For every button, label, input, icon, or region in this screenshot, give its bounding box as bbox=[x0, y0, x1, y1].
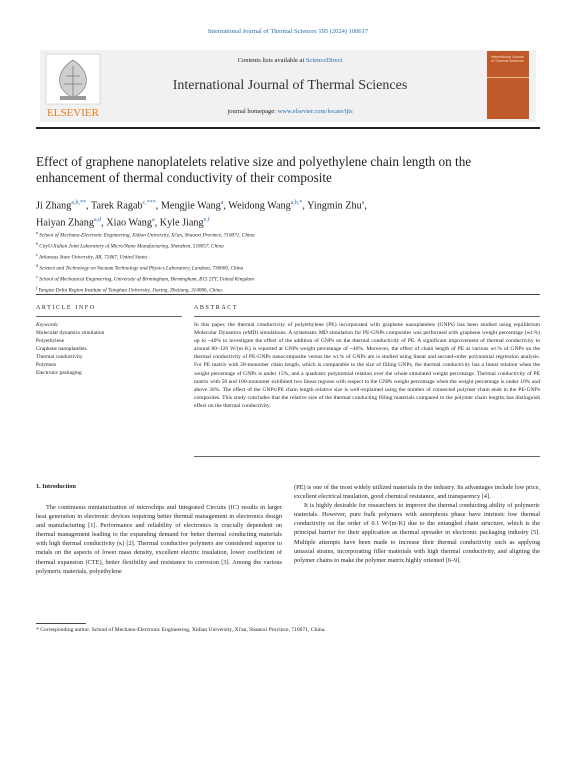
affiliation-marker: c bbox=[36, 251, 38, 257]
introduction-column-right bbox=[294, 483, 540, 565]
footnote-divider bbox=[36, 623, 86, 624]
cover-title: International Journal of Thermal Sciences bbox=[491, 55, 524, 64]
paragraph: The continuous miniaturization of microchips and Integrated Circuits (IC) results in larger heat generation in electronic devices requiring better thermal management in electronics design and manufacturing [1]. Performance and reliability of electronics is crucially dependent on thermal management leading to the expanding demand for better thermal conducting materials with high thermal conductivity (κ) [2]. Thermal conductive polymers are considered superior to metals on the aspects of lower mass density, excellent electric insulation, lower coefficient of thermal expansion (CTE), better flexibility and resistance to corrosion [3]. Among the various polymeric materials, polyethylene bbox=[36, 504, 282, 575]
author-separator: , bbox=[223, 200, 229, 212]
keyword-item: Polymers bbox=[36, 362, 57, 368]
keyword-item: Molecular dynamics simulation bbox=[36, 330, 105, 336]
affiliation-marker: e bbox=[36, 273, 38, 279]
journal-homepage bbox=[110, 108, 470, 115]
affiliation-marker: f bbox=[36, 284, 38, 290]
affiliation-text: Science and Technology on Vacuum Technology and Physics Laboratory, Lanzhou, 730000, China bbox=[39, 265, 244, 272]
journal-title: International Journal of Thermal Sciences bbox=[172, 78, 408, 93]
keyword-item: Polyethylene bbox=[36, 338, 65, 344]
introduction-column-left bbox=[36, 503, 282, 576]
author-separator: , bbox=[154, 217, 160, 229]
article-title: Effect of graphene nanoplatelets relative size and polyethylene chain length on the enhancement of thermal conductivity of their composite bbox=[36, 154, 472, 185]
author-affiliation-marker[interactable]: a bbox=[220, 200, 224, 206]
author-name[interactable]: Yingmin Zhu bbox=[307, 200, 362, 212]
author-separator: , bbox=[302, 200, 308, 212]
publisher-name: ELSEVIER bbox=[47, 107, 99, 119]
paragraph: It is highly desirable for researchers to improve the thermal conducting ability of polymeric materials. However, pure bulk polymers with amorphous phase have intrinsic low thermal conductivity on the order of 0.1 W/(m·K) due to the entangled chain structure, which is the principal barrier for their application as thermal spreader in electronic packaging industry [5]. Multiple attempts have been made to increase their thermal conductivity such as applying uniaxial strains, incorporating filler materials with high thermal conductivity, and aligning the polymer chains to make the polymer matrix highly oriented [6–9]. bbox=[294, 502, 540, 564]
author-affiliation-marker[interactable]: a,b,* bbox=[290, 200, 303, 206]
affiliation-text: School of Mechano-Electronic Engineering, Xidian University, Xi'an, Shaanxi Province, 710071, China bbox=[39, 232, 255, 239]
author-separator: , bbox=[101, 217, 107, 229]
affiliation-item bbox=[36, 284, 536, 295]
sciencedirect-link[interactable]: ScienceDirect bbox=[305, 57, 343, 64]
abstract-bottom-divider bbox=[194, 456, 540, 457]
affiliation-item bbox=[36, 262, 536, 273]
affiliation-item bbox=[36, 229, 536, 240]
keyword-item: Electronic packaging bbox=[36, 370, 82, 376]
author-affiliation-marker[interactable]: a,d bbox=[94, 217, 102, 224]
affiliation-item bbox=[36, 240, 536, 251]
affiliation-marker: b bbox=[36, 240, 38, 246]
keywords-label: Keywords: bbox=[36, 322, 60, 328]
author-name[interactable]: Ji Zhang bbox=[36, 200, 72, 212]
author-affiliation-marker[interactable]: a bbox=[361, 200, 365, 206]
author-name[interactable]: Tarek Ragab bbox=[90, 200, 143, 212]
abstract-divider bbox=[194, 316, 540, 317]
contents-availability bbox=[110, 57, 470, 64]
paragraph: (PE) is one of the most widely utilized materials in the industry. Its advantages include low price, excellent electrical insulation, good chemical resistance, and transparency [4]. bbox=[294, 484, 540, 501]
article-info-divider bbox=[36, 316, 182, 317]
author-affiliation-marker[interactable]: c,*** bbox=[142, 200, 156, 206]
author-name[interactable]: Kyle Jiang bbox=[159, 217, 204, 229]
author-name[interactable]: Weidong Wang bbox=[228, 200, 291, 212]
author-affiliation-marker[interactable]: e,f bbox=[203, 217, 210, 224]
author-separator: , bbox=[364, 200, 367, 212]
affiliation-list bbox=[36, 229, 536, 295]
journal-cover-thumbnail[interactable] bbox=[487, 51, 529, 119]
homepage-link[interactable]: www.elsevier.com/locate/ijts bbox=[277, 108, 353, 115]
author-separator: , bbox=[155, 200, 161, 212]
abstract-heading: ABSTRACT bbox=[194, 305, 239, 311]
header-rule bbox=[36, 127, 540, 129]
corresponding-author-footnote: * Corresponding author. School of Mechano-Electronic Engineering, Xidian University, Xi'an, Shaanxi Province, 710071, China. bbox=[36, 627, 326, 633]
affiliation-text: Arkansas State University, AR, 72467, United States bbox=[38, 254, 148, 261]
author-list bbox=[36, 196, 536, 231]
keywords-block bbox=[36, 321, 182, 377]
keyword-item: Thermal conductivity bbox=[36, 354, 83, 360]
author-affiliation-marker[interactable]: a bbox=[151, 217, 155, 224]
elsevier-logo bbox=[40, 52, 106, 122]
abstract-text: In this paper, the thermal conductivity of polyethylene (PE) incorporated with graphene nanoplatelets (GNPs) has been studied using equilibrium Molecular Dynamics (eMD) simulations. A systematic MD simulation for PE-GNPs composites was performed with graphene weight percentage (wt.%) up to ~40% to investigate the effect of the addition of GNPs on the thermal conductivity of PE. A significant improvement of thermal conductivity to around 80–120 W/(m·K) is reported at GNPs weight percentage of ~40%. Moreover, the effect of chain length of PE at various wt.% of GNPs on the thermal conductivity of PE-GNPs nanocomposite versus the wt.% of GNPs are is studied using linear and second-order polynomial regression analysis. For PE matrix with 20-monomer chain length, which is comparable to the size of filling GNPs, the thermal conductivity has a linear relation when the weight percentage of GNPs is under 15%, and a quadratic polynomial relation over the whole simulated weight percentage. Thermal conductivity of PE matrix with 50 and 100-monomer exhibited two linear regions with respect to the GNPs weight percentage when the weight percentage is under 10% and above 30%. The effect of the GNPs/PE chain length relative size is well-explained using the number of connected polymer chain ends in the PE-GNPs composites. This study concludes that the relative size of the thermal conducting filling materials compared to the polymer chain lengths has distinguish effect on the thermal conductivity. bbox=[194, 322, 540, 409]
journal-reference[interactable]: International Journal of Thermal Sciences 195 (2024) 108617 bbox=[207, 28, 369, 35]
author-affiliation-marker[interactable]: a,b,** bbox=[71, 200, 87, 206]
author-name[interactable]: Haiyan Zhang bbox=[36, 217, 94, 229]
affiliation-item bbox=[36, 251, 536, 262]
author-separator: , bbox=[86, 200, 91, 212]
affiliation-text: CityU-Xidian Joint Laboratory of Micro/Nano Manufacturing, Shenzhen, 518057, China bbox=[39, 243, 224, 250]
affiliation-marker: a bbox=[36, 230, 38, 235]
contents-prefix: Contents lists available at bbox=[237, 57, 306, 64]
homepage-prefix: journal homepage: bbox=[227, 108, 278, 115]
affiliation-item bbox=[36, 273, 536, 284]
affiliation-text: Yangtze Delta Region Institute of Tsinghua University, Jiaxing, Zhejiang, 314006, China bbox=[38, 287, 222, 294]
author-name[interactable]: Mengjie Wang bbox=[160, 200, 221, 212]
keyword-item: Graphene nanoplatelets bbox=[36, 346, 87, 352]
article-info-heading: ARTICLE INFO bbox=[36, 305, 96, 311]
cover-stripe bbox=[487, 77, 529, 78]
affiliation-text: School of Mechanical Engineering, University of Birmingham, Birmingham, B15 2TT, United Kingdom bbox=[39, 276, 254, 283]
introduction-heading: 1. Introduction bbox=[36, 483, 76, 490]
author-name[interactable]: Xiao Wang bbox=[106, 217, 152, 229]
affiliation-marker: d bbox=[36, 262, 38, 268]
affiliation-divider bbox=[36, 294, 540, 295]
